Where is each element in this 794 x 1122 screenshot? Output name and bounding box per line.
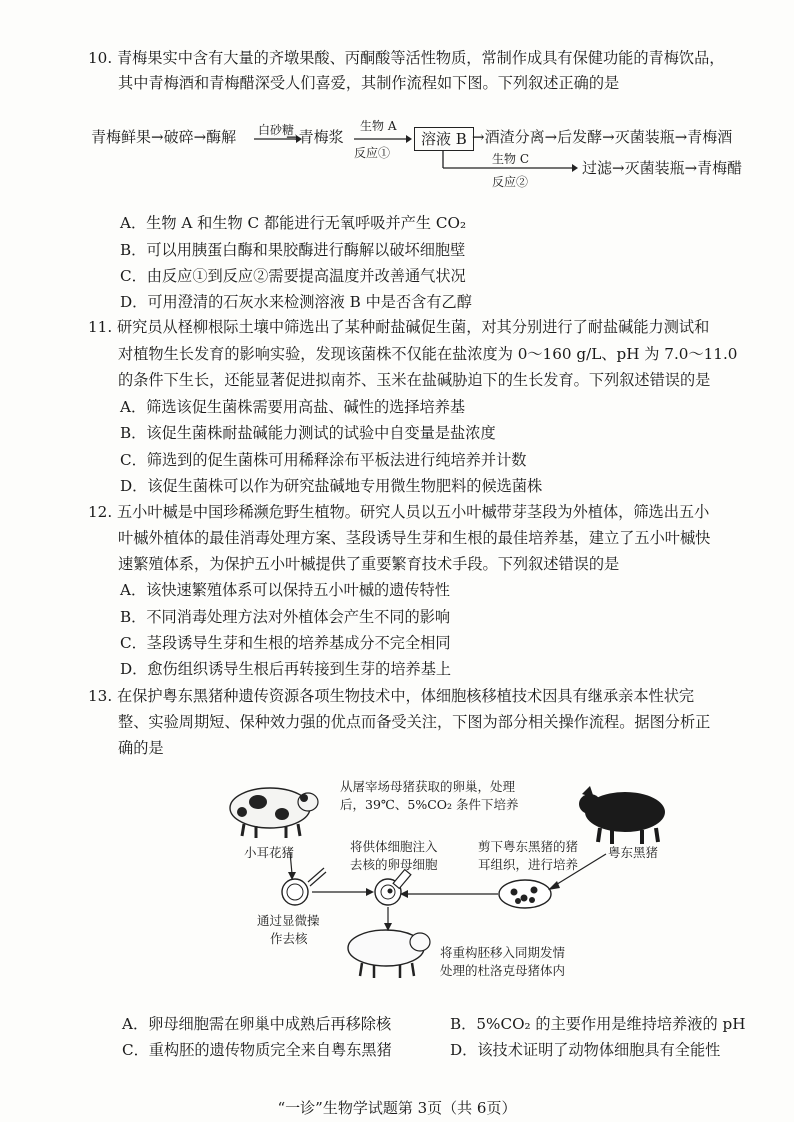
q10-stem-line1: 10. 青梅果实中含有大量的齐墩果酸、丙酮酸等活性物质，常制作成具有保健功能的青梅饮品， (88, 49, 725, 67)
q12-option-b: B．不同消毒处理方法对外植体会产生不同的影响 (120, 608, 451, 626)
fig-egg-note-line1: 从屠宰场母猪获取的卵巢，处理 (340, 779, 516, 794)
q11-option-a: A．筛选该促生菌株需要用高盐、碱性的选择培养基 (120, 398, 466, 416)
flow-organism-a: 生物 A (360, 119, 397, 133)
fig-inject-line2: 去核的卵母细胞 (350, 857, 438, 872)
q13-option-a: A．卵母细胞需在卵巢中成熟后再移除核 (122, 1015, 392, 1033)
fig-inject-line1: 将供体细胞注入 (350, 839, 438, 854)
q10-stem-line2: 其中青梅酒和青梅醋深受人们喜爱，其制作流程如下图。下列叙述正确的是 (118, 74, 620, 92)
flow-organism-c: 生物 C (492, 152, 529, 166)
q11-stem-line3: 的条件下生长，还能显著促进拟南芥、玉米在盐碱胁迫下的生长发育。下列叙述错误的是 (118, 371, 711, 389)
fig-cut-line2: 耳组织，进行培养 (478, 857, 579, 872)
q12-option-c: C．茎段诱导生芽和生根的培养基成分不完全相同 (120, 634, 451, 652)
q10-option-c: C．由反应①到反应②需要提高温度并改善通气状况 (120, 267, 466, 285)
page-footer: “一诊”生物学试题第 3页（共 6页） (277, 1099, 517, 1117)
fig-egg-note-line2: 后，39℃、5%CO₂ 条件下培养 (340, 797, 519, 812)
injection-cell-icon (375, 870, 411, 905)
fig-transfer-line2: 处理的杜洛克母猪体内 (440, 963, 566, 978)
q11-option-c: C．筛选到的促生菌株可用稀释涂布平板法进行纯培养并计数 (120, 451, 527, 469)
q11-option-d: D．该促生菌株可以作为研究盐碱地专用微生物肥料的候选菌株 (120, 477, 543, 495)
q10-option-a: A．生物 A 和生物 C 都能进行无氧呼吸并产生 CO₂ (120, 214, 467, 232)
spotted-pig-icon (230, 788, 318, 838)
fig-enucleate-line1: 通过显微操 (257, 913, 320, 928)
q11-stem-line2: 对植物生长发育的影响实验，发现该菌株不仅能在盐浓度为 0～160 g/L、pH 为 7.0～11.0 (118, 345, 738, 363)
q12-stem-line3: 速繁殖体系，为保护五小叶槭提供了重要繁育技术手段。下列叙述错误的是 (118, 555, 620, 573)
q13-option-c: C．重构胚的遗传物质完全来自粤东黑猪 (122, 1041, 392, 1059)
q12-stem-line1: 12. 五小叶槭是中国珍稀濒危野生植物。研究人员以五小叶槭带芽茎段为外植体，筛选出五小 (88, 503, 710, 521)
flow-reaction-2: 反应② (492, 175, 529, 189)
flow-sugar: 白砂糖 (258, 123, 295, 137)
flow-reaction-1: 反应① (354, 146, 391, 160)
enucleation-cell-icon (282, 868, 326, 905)
flow-solution-b: 溶液 B (414, 127, 474, 151)
q12-option-a: A．该快速繁殖体系可以保持五小叶槭的遗传特性 (120, 581, 450, 599)
q13-stem-line3: 确的是 (118, 739, 164, 757)
q13-stem-line2: 整、实验周期短、保种效力强的优点而备受关注，下图为部分相关操作流程。据图分析正 (118, 713, 711, 731)
q13-option-b: B．5%CO₂ 的主要作用是维持培养液的 pH (450, 1015, 746, 1033)
flow-pulp: →青梅浆 (286, 128, 344, 146)
q12-option-d: D．愈伤组织诱导生根后再转接到生芽的培养基上 (120, 660, 452, 678)
fig-transfer-line1: 将重构胚移入同期发情 (440, 945, 566, 960)
q10-option-b: B．可以用胰蛋白酶和果胶酶进行酶解以破坏细胞壁 (120, 241, 466, 259)
fig-cut-line1: 剪下粤东黑猪的猪 (478, 839, 579, 854)
fig-enucleate-line2: 作去核 (270, 931, 308, 946)
flow-start: 青梅鲜果→破碎→酶解 (91, 128, 237, 146)
flow-arrow-a (352, 134, 412, 144)
black-pig-icon (579, 786, 665, 844)
flow-path-vinegar: 过滤→灭菌装瓶→青梅醋 (582, 159, 743, 177)
q13-stem-line1: 13. 在保护粤东黑猪种遗传资源各项生物技术中，体细胞核移植技术因具有继承亲本性状完 (88, 687, 695, 705)
q10-option-d: D．可用澄清的石灰水来检测溶液 B 中是否含有乙醇 (120, 293, 472, 311)
q11-option-b: B．该促生菌株耐盐碱能力测试的试验中自变量是盐浓度 (120, 424, 496, 442)
fig-small-ear-pig-label: 小耳花猪 (244, 845, 295, 860)
q11-stem-line1: 11. 研究员从柽柳根际土壤中筛选出了某种耐盐碱促生菌，对其分别进行了耐盐碱能力测试和 (88, 318, 710, 336)
recipient-pig-icon (348, 930, 430, 978)
q12-stem-line2: 叶槭外植体的最佳消毒处理方案、茎段诱导生芽和生根的最佳培养基，建立了五小叶槭快 (118, 529, 711, 547)
flow-path-wine: →酒渣分离→后发酵→灭菌装瓶→青梅酒 (472, 128, 733, 146)
culture-dish-icon (499, 880, 551, 908)
q13-option-d: D．该技术证明了动物体细胞具有全能性 (450, 1041, 721, 1059)
fig-black-pig-label: 粤东黑猪 (608, 845, 659, 860)
